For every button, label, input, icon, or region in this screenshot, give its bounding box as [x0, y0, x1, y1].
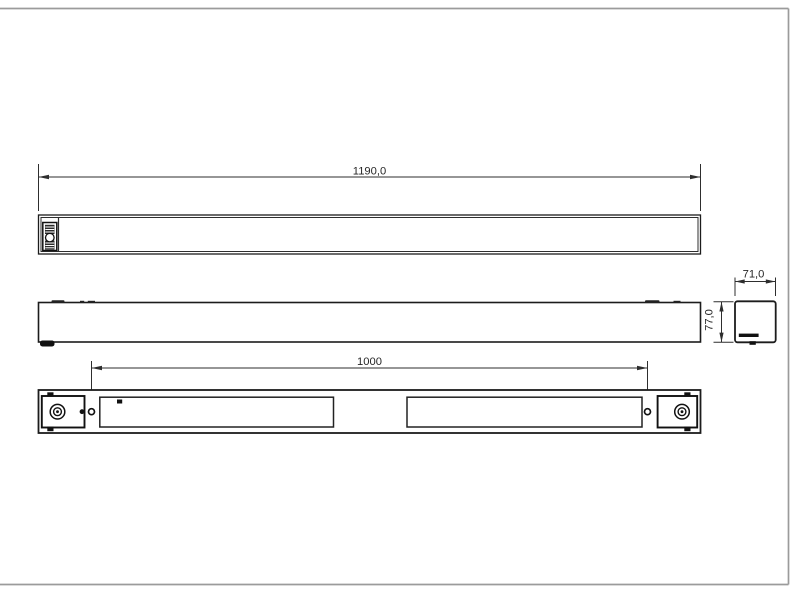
- front-view-outline: [39, 303, 701, 343]
- bottom-view: [39, 390, 701, 433]
- dim-overall-arrow-right: [690, 175, 701, 179]
- front-view: [39, 300, 701, 346]
- dim-spacing-arrow-right: [637, 366, 648, 370]
- dim-overall-length-label: 1190,0: [352, 165, 387, 178]
- bottom-view-window-1: [100, 397, 334, 427]
- front-view-foot-bump: [40, 341, 55, 347]
- bottom-view-right-mounting-hole: [645, 409, 651, 415]
- sheet-frame: [0, 9, 789, 585]
- dim-overall-length: [39, 164, 701, 211]
- bottom-view-right-connector-pin: [681, 410, 684, 413]
- bottom-view-left-tab-top: [47, 392, 53, 396]
- dim-width-arrow-right: [766, 279, 776, 283]
- bottom-view-right-tab-top: [684, 392, 690, 396]
- dim-section-height: [704, 302, 734, 343]
- front-view-clip-right-wide: [645, 300, 660, 303]
- bottom-view-left-stud: [80, 409, 85, 414]
- dim-height-arrow-top: [719, 302, 723, 312]
- bottom-view-left-connector-pin: [56, 410, 59, 413]
- dim-section-width-label: 71,0: [742, 268, 765, 281]
- top-view: [39, 215, 701, 254]
- front-view-clip-right-small: [674, 301, 681, 303]
- section-bottom-tab: [750, 341, 756, 345]
- bottom-view-sensor-mark: [117, 400, 122, 404]
- bottom-view-right-tab-bottom: [684, 427, 690, 432]
- bottom-view-window-2: [407, 397, 642, 427]
- section-bracket-bar: [739, 334, 759, 337]
- front-view-clip-left-small-2: [88, 301, 95, 303]
- section-view: [735, 301, 776, 345]
- dim-section-height-label: 77,0: [703, 309, 716, 331]
- dim-height-arrow-bottom: [719, 333, 723, 343]
- front-view-clip-left-wide: [52, 300, 65, 303]
- dim-section-width: [735, 269, 776, 297]
- dim-spacing-arrow-left: [92, 366, 103, 370]
- dim-overall-arrow-left: [39, 175, 50, 179]
- top-view-outline: [39, 215, 701, 254]
- bottom-view-left-mounting-hole: [89, 409, 95, 415]
- front-view-clip-left-small-1: [80, 301, 84, 303]
- bottom-view-left-tab-bottom: [47, 427, 53, 432]
- top-view-connector-circle: [46, 233, 55, 242]
- dim-hole-spacing-label: 1000: [357, 356, 382, 368]
